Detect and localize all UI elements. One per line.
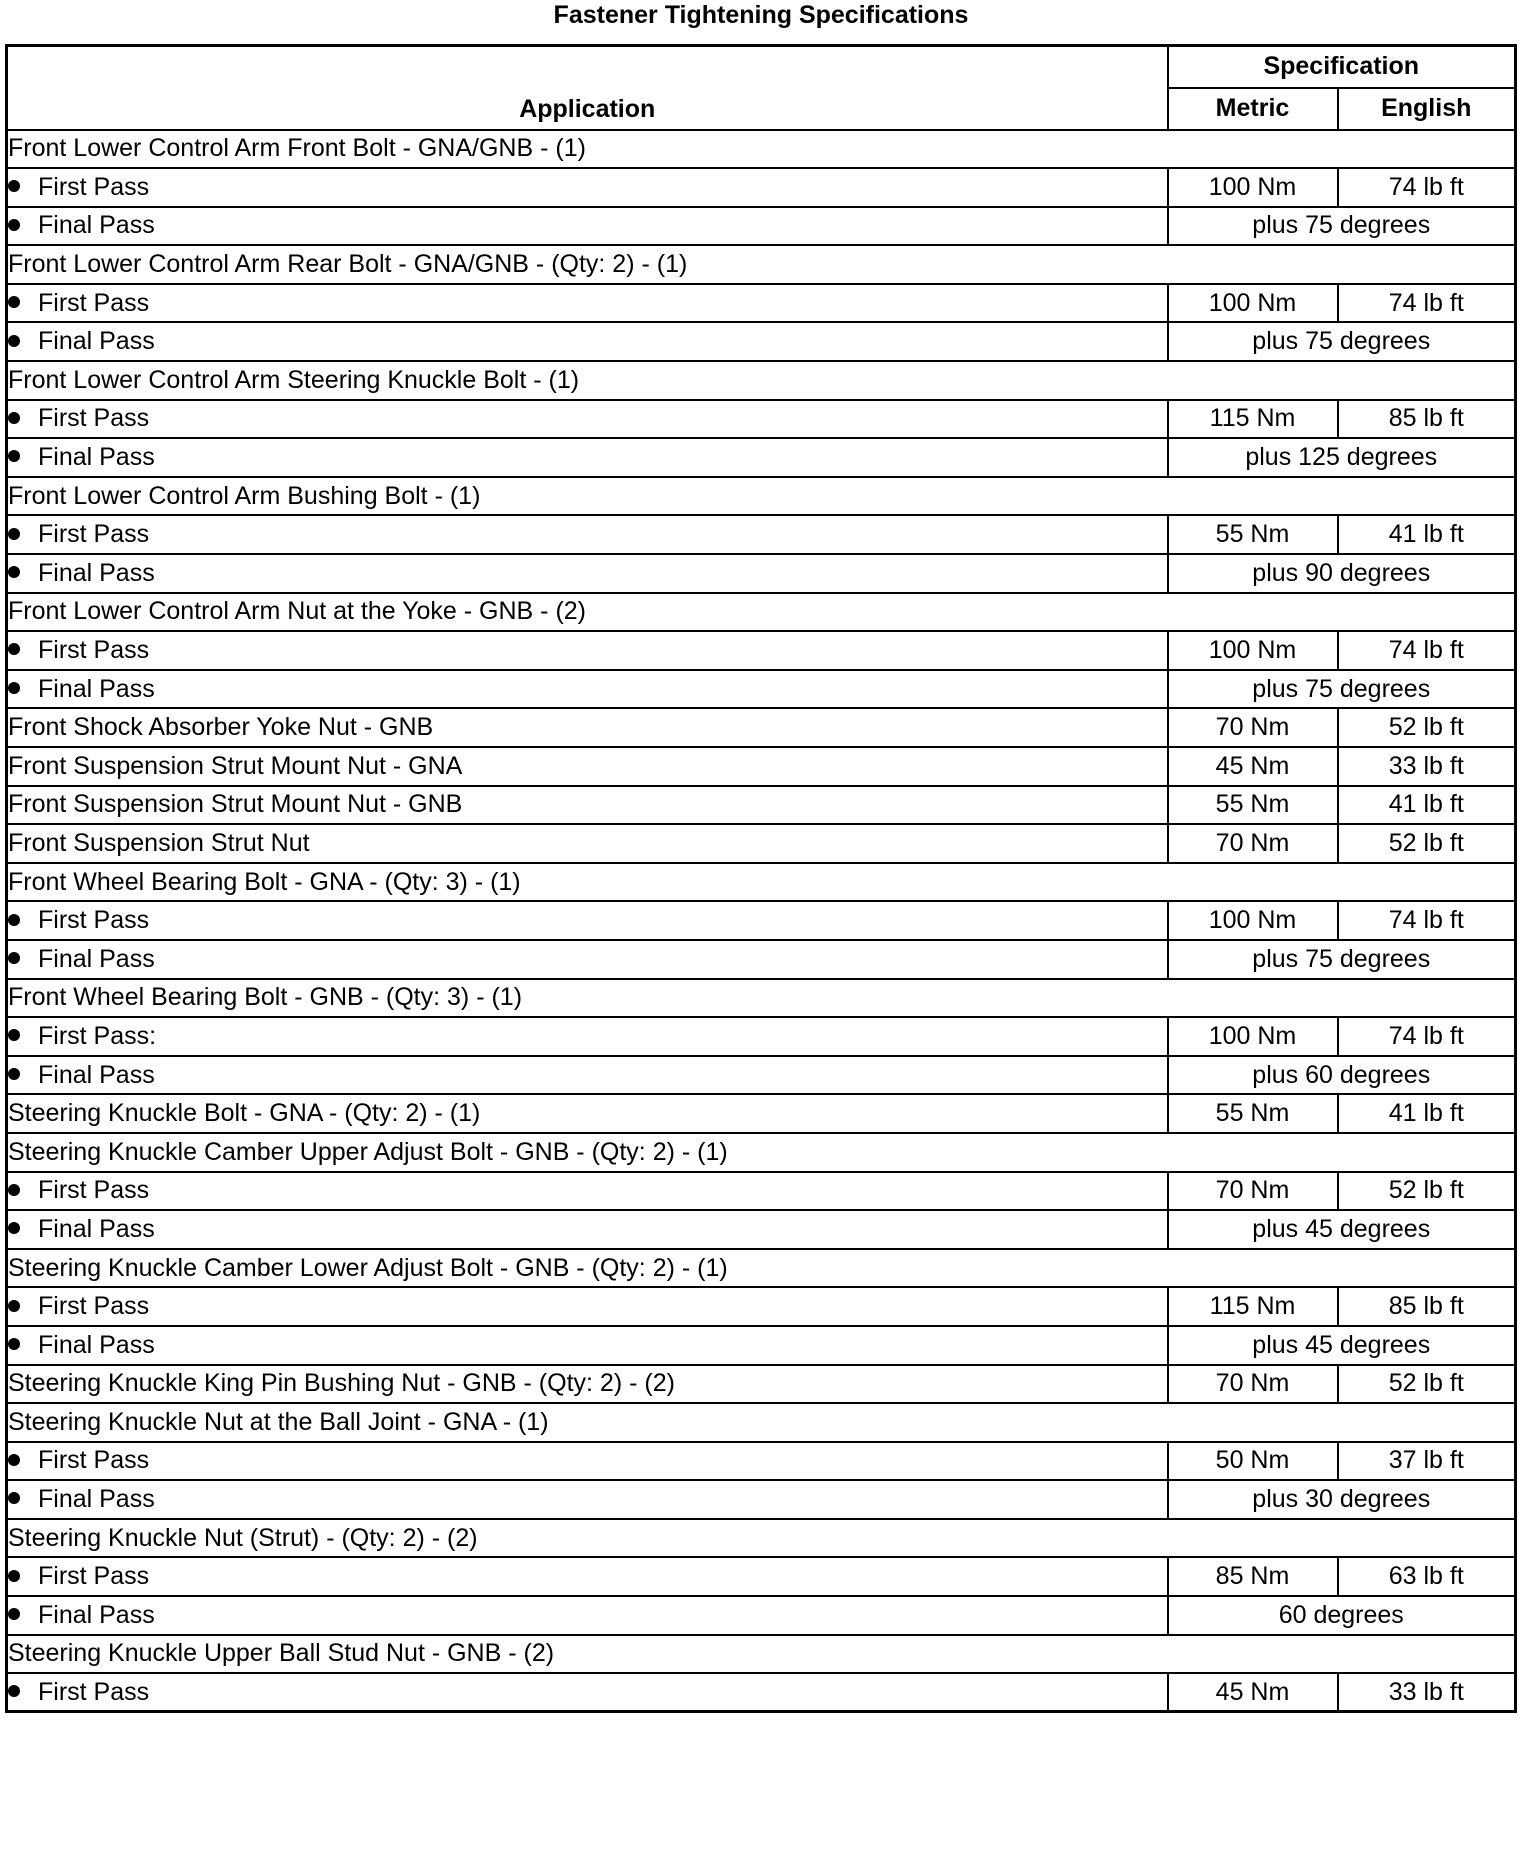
table-row xyxy=(7,1210,1516,1249)
spec-span-cell-text: plus 75 degrees xyxy=(1252,327,1431,356)
bullet-icon xyxy=(8,1029,20,1041)
english-cell xyxy=(1338,400,1516,439)
metric-cell-text: 45 Nm xyxy=(1215,1677,1290,1706)
english-cell-text: 85 lb ft xyxy=(1388,404,1464,433)
bullet-icon xyxy=(8,1685,20,1697)
table-header xyxy=(7,46,1516,130)
spec-span-cell xyxy=(1168,438,1516,477)
application-cell-text: Front Suspension Strut Mount Nut - GNA xyxy=(8,751,463,780)
application-sub-text: First Pass xyxy=(38,1562,150,1591)
table-row xyxy=(7,1326,1516,1365)
application-group-cell-text: Steering Knuckle Nut (Strut) - (Qty: 2) - (2) xyxy=(8,1523,478,1552)
table-row xyxy=(7,747,1516,786)
spec-span-cell xyxy=(1168,1326,1516,1365)
english-cell xyxy=(1338,747,1516,786)
application-cell-text: Front Shock Absorber Yoke Nut - GNB xyxy=(8,713,434,742)
spec-span-cell xyxy=(1168,554,1516,593)
table-row xyxy=(7,670,1516,709)
metric-cell xyxy=(1168,168,1338,207)
application-group-cell xyxy=(7,1249,1516,1288)
metric-cell xyxy=(1168,708,1338,747)
application-group-cell-text: Steering Knuckle Camber Lower Adjust Bolt - GNB - (Qty: 2) - (1) xyxy=(8,1253,728,1282)
application-sub-cell xyxy=(7,1557,1168,1596)
table-row xyxy=(7,1287,1516,1326)
application-sub-text: Final Pass xyxy=(38,1060,155,1089)
bullet-icon xyxy=(8,1300,20,1312)
bullet-icon xyxy=(8,566,20,578)
application-cell xyxy=(7,747,1168,786)
english-header: English xyxy=(1338,88,1516,130)
application-sub-text: First Pass xyxy=(38,1677,150,1706)
english-cell xyxy=(1338,1365,1516,1404)
spec-span-cell xyxy=(1168,670,1516,709)
english-cell xyxy=(1338,631,1516,670)
bullet-icon xyxy=(8,219,20,231)
application-sub-text: First Pass xyxy=(38,520,150,549)
bullet-icon xyxy=(8,1454,20,1466)
application-sub-cell xyxy=(7,515,1168,554)
bullet-icon xyxy=(8,1338,20,1350)
application-group-cell xyxy=(7,1635,1516,1674)
table-row xyxy=(7,1249,1516,1288)
english-cell-text: 52 lb ft xyxy=(1388,828,1464,857)
application-sub-cell xyxy=(7,322,1168,361)
metric-cell-text: 100 Nm xyxy=(1208,1021,1297,1050)
spec-span-cell-text: plus 90 degrees xyxy=(1252,558,1431,587)
application-sub-cell xyxy=(7,1210,1168,1249)
metric-cell xyxy=(1168,515,1338,554)
bullet-icon xyxy=(8,412,20,424)
bullet-icon xyxy=(8,450,20,462)
table-row xyxy=(7,322,1516,361)
table-row xyxy=(7,1056,1516,1095)
metric-header: Metric xyxy=(1168,88,1338,130)
specification-header: Specification xyxy=(1168,46,1516,88)
table-row xyxy=(7,1017,1516,1056)
table-row xyxy=(7,863,1516,902)
application-cell-text: Front Suspension Strut Nut xyxy=(8,828,310,857)
table-row xyxy=(7,1596,1516,1635)
metric-cell-text: 100 Nm xyxy=(1208,906,1297,935)
table-body xyxy=(7,130,1516,1712)
application-sub-cell xyxy=(7,1287,1168,1326)
metric-cell xyxy=(1168,284,1338,323)
application-sub-cell xyxy=(7,631,1168,670)
metric-cell-text: 100 Nm xyxy=(1208,288,1297,317)
english-cell-text: 85 lb ft xyxy=(1388,1292,1464,1321)
table-row xyxy=(7,554,1516,593)
spec-span-cell-text: plus 30 degrees xyxy=(1252,1485,1431,1514)
english-cell xyxy=(1338,284,1516,323)
bullet-icon xyxy=(8,1570,20,1582)
table-row xyxy=(7,168,1516,207)
application-sub-cell xyxy=(7,554,1168,593)
application-sub-text: Final Pass xyxy=(38,1330,155,1359)
application-cell xyxy=(7,824,1168,863)
metric-cell-text: 50 Nm xyxy=(1215,1446,1290,1475)
table-row xyxy=(7,400,1516,439)
application-sub-text: Final Pass xyxy=(38,443,155,472)
metric-cell-text: 55 Nm xyxy=(1215,1099,1290,1128)
bullet-icon xyxy=(8,1068,20,1080)
application-sub-cell xyxy=(7,1596,1168,1635)
table-row xyxy=(7,361,1516,400)
application-cell xyxy=(7,1094,1168,1133)
bullet-icon xyxy=(8,1184,20,1196)
english-cell xyxy=(1338,1287,1516,1326)
table-row xyxy=(7,207,1516,246)
english-cell-text: 41 lb ft xyxy=(1388,790,1464,819)
metric-cell xyxy=(1168,786,1338,825)
application-group-cell xyxy=(7,593,1516,632)
table-row xyxy=(7,284,1516,323)
metric-cell-text: 115 Nm xyxy=(1209,1292,1296,1321)
application-sub-text: Final Pass xyxy=(38,1214,155,1243)
application-sub-cell xyxy=(7,284,1168,323)
application-sub-text: First Pass: xyxy=(38,1021,157,1050)
application-group-cell xyxy=(7,477,1516,516)
bullet-icon xyxy=(8,682,20,694)
spec-span-cell-text: plus 125 degrees xyxy=(1245,443,1438,472)
metric-cell-text: 100 Nm xyxy=(1208,172,1297,201)
application-group-cell-text: Front Lower Control Arm Nut at the Yoke - GNB - (2) xyxy=(8,597,587,626)
application-group-cell xyxy=(7,979,1516,1018)
english-cell-text: 74 lb ft xyxy=(1388,172,1464,201)
application-sub-cell xyxy=(7,1673,1168,1712)
bullet-icon xyxy=(8,335,20,347)
application-sub-cell xyxy=(7,1017,1168,1056)
application-sub-text: First Pass xyxy=(38,1292,150,1321)
bullet-icon xyxy=(8,643,20,655)
application-cell xyxy=(7,708,1168,747)
english-cell xyxy=(1338,1094,1516,1133)
application-sub-cell xyxy=(7,1056,1168,1095)
metric-cell-text: 85 Nm xyxy=(1215,1562,1290,1591)
spec-span-cell xyxy=(1168,1480,1516,1519)
spec-span-cell-text: plus 75 degrees xyxy=(1252,211,1431,240)
bullet-icon xyxy=(8,296,20,308)
metric-cell xyxy=(1168,631,1338,670)
table-row xyxy=(7,979,1516,1018)
table-row xyxy=(7,1365,1516,1404)
application-cell-text: Steering Knuckle King Pin Bushing Nut - GNB - (Qty: 2) - (2) xyxy=(8,1369,675,1398)
application-group-cell-text: Steering Knuckle Camber Upper Adjust Bolt - GNB - (Qty: 2) - (1) xyxy=(8,1137,728,1166)
metric-cell-text: 100 Nm xyxy=(1208,636,1297,665)
application-group-cell-text: Front Lower Control Arm Steering Knuckle Bolt - (1) xyxy=(8,365,580,394)
metric-cell xyxy=(1168,1094,1338,1133)
metric-cell-text: 70 Nm xyxy=(1215,828,1290,857)
application-group-cell-text: Front Lower Control Arm Bushing Bolt - (1) xyxy=(8,481,481,510)
metric-cell xyxy=(1168,1442,1338,1481)
english-cell-text: 74 lb ft xyxy=(1388,906,1464,935)
english-cell-text: 52 lb ft xyxy=(1388,1176,1464,1205)
english-cell xyxy=(1338,1673,1516,1712)
table-row xyxy=(7,1094,1516,1133)
application-sub-cell xyxy=(7,940,1168,979)
metric-cell xyxy=(1168,747,1338,786)
application-sub-cell xyxy=(7,207,1168,246)
english-cell xyxy=(1338,824,1516,863)
metric-cell-text: 115 Nm xyxy=(1209,404,1296,433)
english-cell-text: 63 lb ft xyxy=(1388,1562,1464,1591)
english-cell xyxy=(1338,1172,1516,1211)
metric-cell-text: 70 Nm xyxy=(1215,1369,1290,1398)
metric-cell-text: 70 Nm xyxy=(1215,1176,1290,1205)
table-row xyxy=(7,1557,1516,1596)
application-group-cell xyxy=(7,245,1516,284)
application-sub-cell xyxy=(7,400,1168,439)
application-sub-cell xyxy=(7,1172,1168,1211)
metric-cell xyxy=(1168,1172,1338,1211)
application-group-cell-text: Front Lower Control Arm Rear Bolt - GNA/GNB - (Qty: 2) - (1) xyxy=(8,250,688,279)
bullet-icon xyxy=(8,914,20,926)
english-cell xyxy=(1338,1442,1516,1481)
english-cell xyxy=(1338,1017,1516,1056)
english-cell-text: 52 lb ft xyxy=(1388,713,1464,742)
english-cell xyxy=(1338,786,1516,825)
table-row xyxy=(7,786,1516,825)
spec-span-cell xyxy=(1168,207,1516,246)
application-sub-text: First Pass xyxy=(38,1176,150,1205)
application-group-cell-text: Front Lower Control Arm Front Bolt - GNA/GNB - (1) xyxy=(8,134,586,163)
metric-cell xyxy=(1168,1673,1338,1712)
bullet-icon xyxy=(8,528,20,540)
spec-span-cell-text: plus 45 degrees xyxy=(1252,1330,1431,1359)
english-cell xyxy=(1338,1557,1516,1596)
english-cell-text: 37 lb ft xyxy=(1388,1446,1464,1475)
metric-cell xyxy=(1168,400,1338,439)
english-cell-text: 33 lb ft xyxy=(1388,751,1464,780)
spec-span-cell xyxy=(1168,322,1516,361)
application-sub-cell xyxy=(7,1442,1168,1481)
bullet-icon xyxy=(8,952,20,964)
table-row xyxy=(7,1673,1516,1712)
application-group-cell xyxy=(7,130,1516,169)
english-cell-text: 74 lb ft xyxy=(1388,1021,1464,1050)
application-group-cell-text: Steering Knuckle Upper Ball Stud Nut - GNB - (2) xyxy=(8,1639,555,1668)
bullet-icon xyxy=(8,1222,20,1234)
metric-cell-text: 55 Nm xyxy=(1215,790,1290,819)
english-cell xyxy=(1338,168,1516,207)
spec-span-cell-text: plus 60 degrees xyxy=(1252,1060,1431,1089)
bullet-icon xyxy=(8,180,20,192)
table-row xyxy=(7,1442,1516,1481)
spec-span-cell-text: plus 45 degrees xyxy=(1252,1214,1431,1243)
application-sub-text: Final Pass xyxy=(38,944,155,973)
table-row xyxy=(7,130,1516,169)
metric-cell xyxy=(1168,824,1338,863)
english-cell-text: 52 lb ft xyxy=(1388,1369,1464,1398)
metric-cell xyxy=(1168,1017,1338,1056)
spec-span-cell-text: 60 degrees xyxy=(1278,1600,1404,1629)
english-cell-text: 74 lb ft xyxy=(1388,288,1464,317)
application-group-cell xyxy=(7,863,1516,902)
application-sub-text: Final Pass xyxy=(38,211,155,240)
application-sub-text: First Pass xyxy=(38,288,150,317)
application-cell xyxy=(7,1365,1168,1404)
spec-span-cell xyxy=(1168,1596,1516,1635)
application-cell-text: Front Suspension Strut Mount Nut - GNB xyxy=(8,790,463,819)
table-row xyxy=(7,245,1516,284)
application-group-cell xyxy=(7,1403,1516,1442)
spec-span-cell xyxy=(1168,1210,1516,1249)
application-sub-text: First Pass xyxy=(38,1446,150,1475)
table-row xyxy=(7,708,1516,747)
english-cell-text: 41 lb ft xyxy=(1388,520,1464,549)
table-row xyxy=(7,1480,1516,1519)
application-sub-text: First Pass xyxy=(38,906,150,935)
metric-cell-text: 55 Nm xyxy=(1215,520,1290,549)
application-group-cell-text: Front Wheel Bearing Bolt - GNB - (Qty: 3) - (1) xyxy=(8,983,523,1012)
application-sub-text: Final Pass xyxy=(38,674,155,703)
application-sub-text: Final Pass xyxy=(38,558,155,587)
metric-cell-text: 45 Nm xyxy=(1215,751,1290,780)
application-sub-cell xyxy=(7,1480,1168,1519)
application-group-cell xyxy=(7,1519,1516,1558)
metric-cell xyxy=(1168,901,1338,940)
application-sub-text: First Pass xyxy=(38,636,150,665)
english-cell-text: 74 lb ft xyxy=(1388,636,1464,665)
table-row xyxy=(7,438,1516,477)
application-group-cell xyxy=(7,1133,1516,1172)
application-sub-text: Final Pass xyxy=(38,1485,155,1514)
metric-cell-text: 70 Nm xyxy=(1215,713,1290,742)
english-cell-text: 33 lb ft xyxy=(1388,1677,1464,1706)
table-row xyxy=(7,901,1516,940)
table-row xyxy=(7,631,1516,670)
metric-cell xyxy=(1168,1557,1338,1596)
table-row xyxy=(7,593,1516,632)
application-sub-cell xyxy=(7,901,1168,940)
english-cell-text: 41 lb ft xyxy=(1388,1099,1464,1128)
fastener-spec-table xyxy=(5,44,1517,1713)
spec-span-cell-text: plus 75 degrees xyxy=(1252,674,1431,703)
application-cell xyxy=(7,786,1168,825)
bullet-icon xyxy=(8,1608,20,1620)
english-cell xyxy=(1338,708,1516,747)
metric-cell xyxy=(1168,1287,1338,1326)
bullet-icon xyxy=(8,1492,20,1504)
application-sub-text: First Pass xyxy=(38,172,150,201)
page-title: Fastener Tightening Specifications xyxy=(553,1,969,29)
table-row xyxy=(7,1403,1516,1442)
table-row xyxy=(7,1133,1516,1172)
application-sub-cell xyxy=(7,670,1168,709)
spec-span-cell-text: plus 75 degrees xyxy=(1252,944,1431,973)
application-sub-cell xyxy=(7,438,1168,477)
application-cell-text: Steering Knuckle Bolt - GNA - (Qty: 2) - (1) xyxy=(8,1099,481,1128)
spec-span-cell xyxy=(1168,1056,1516,1095)
application-header: Application xyxy=(7,46,1168,130)
application-sub-text: First Pass xyxy=(38,404,150,433)
application-group-cell-text: Steering Knuckle Nut at the Ball Joint - GNA - (1) xyxy=(8,1407,549,1436)
application-group-cell xyxy=(7,361,1516,400)
table-row xyxy=(7,1172,1516,1211)
spec-span-cell xyxy=(1168,940,1516,979)
metric-cell xyxy=(1168,1365,1338,1404)
english-cell xyxy=(1338,901,1516,940)
table-row xyxy=(7,940,1516,979)
application-sub-text: Final Pass xyxy=(38,327,155,356)
english-cell xyxy=(1338,515,1516,554)
application-group-cell-text: Front Wheel Bearing Bolt - GNA - (Qty: 3) - (1) xyxy=(8,867,521,896)
table-row xyxy=(7,515,1516,554)
table-row xyxy=(7,824,1516,863)
table-row xyxy=(7,1519,1516,1558)
application-sub-cell xyxy=(7,1326,1168,1365)
application-sub-cell xyxy=(7,168,1168,207)
application-sub-text: Final Pass xyxy=(38,1600,155,1629)
table-row xyxy=(7,1635,1516,1674)
table-row xyxy=(7,477,1516,516)
